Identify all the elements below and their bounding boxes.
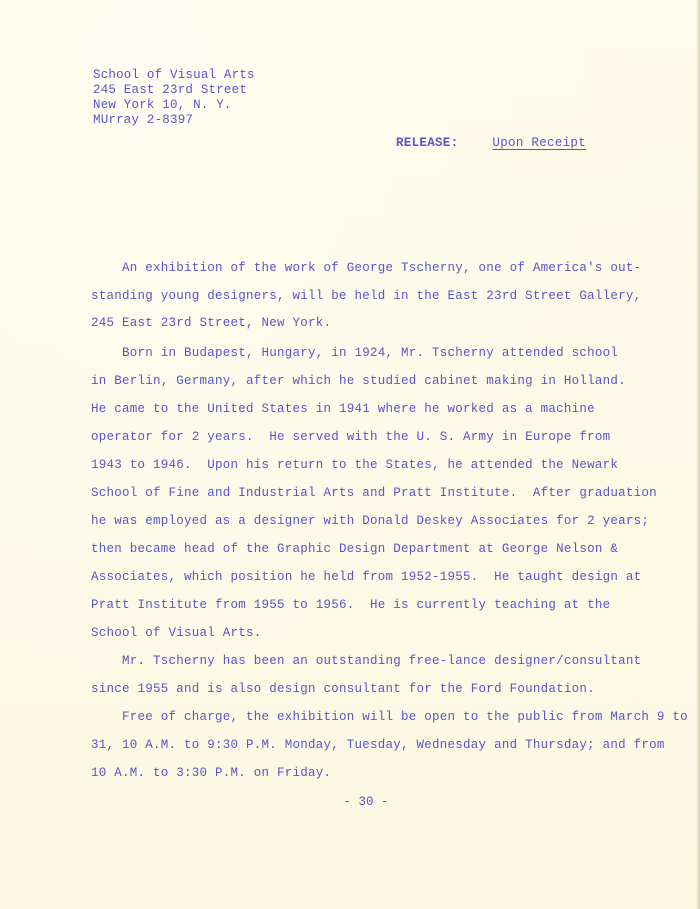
release-label: RELEASE: <box>396 136 459 150</box>
letterhead-phone: MUrray 2-8397 <box>93 113 194 127</box>
body-line: Associates, which position he held from 1952-1955. He taught design at <box>91 570 642 584</box>
page-number: - 30 - <box>343 795 389 809</box>
body-line: 31, 10 A.M. to 9:30 P.M. Monday, Tuesday, Wednesday and Thursday; and from <box>91 738 665 752</box>
body-line: School of Fine and Industrial Arts and Pratt Institute. After graduation <box>91 486 657 500</box>
letterhead-school-name: School of Visual Arts <box>93 68 255 82</box>
letterhead-street-address: 245 East 23rd Street <box>93 83 248 97</box>
body-line: he was employed as a designer with Donald Deskey Associates for 2 years; <box>91 514 650 528</box>
body-line: standing young designers, will be held in the East 23rd Street Gallery, <box>91 288 642 303</box>
body-line: in Berlin, Germany, after which he studied cabinet making in Holland. <box>91 374 626 388</box>
body-line: School of Visual Arts. <box>91 626 262 640</box>
body-line: He came to the United States in 1941 where he worked as a machine <box>91 402 595 416</box>
body-line: Pratt Institute from 1955 to 1956. He is currently teaching at the <box>91 598 611 612</box>
release-line <box>396 136 586 150</box>
body-line: An exhibition of the work of George Tscherny, one of America's out- <box>91 261 642 275</box>
body-line: operator for 2 years. He served with the U. S. Army in Europe from <box>91 430 611 444</box>
body-line: 10 A.M. to 3:30 P.M. on Friday. <box>91 766 332 780</box>
letterhead-city: New York 10, N. Y. <box>93 98 232 112</box>
letterhead <box>93 68 255 128</box>
body-line: then became head of the Graphic Design Department at George Nelson & <box>91 542 619 556</box>
body-line: 245 East 23rd Street, New York. <box>91 316 332 331</box>
body-line: 1943 to 1946. Upon his return to the States, he attended the Newark <box>91 458 619 472</box>
body-line: Free of charge, the exhibition will be open to the public from March 9 to <box>91 710 688 724</box>
body-line: since 1955 and is also design consultant for the Ford Foundation. <box>91 682 595 696</box>
body-line: Mr. Tscherny has been an outstanding free-lance designer/consultant <box>91 654 642 668</box>
paper-edge-shadow <box>696 0 700 909</box>
body-line: Born in Budapest, Hungary, in 1924, Mr. Tscherny attended school <box>91 346 619 360</box>
release-value: Upon Receipt <box>492 136 587 150</box>
